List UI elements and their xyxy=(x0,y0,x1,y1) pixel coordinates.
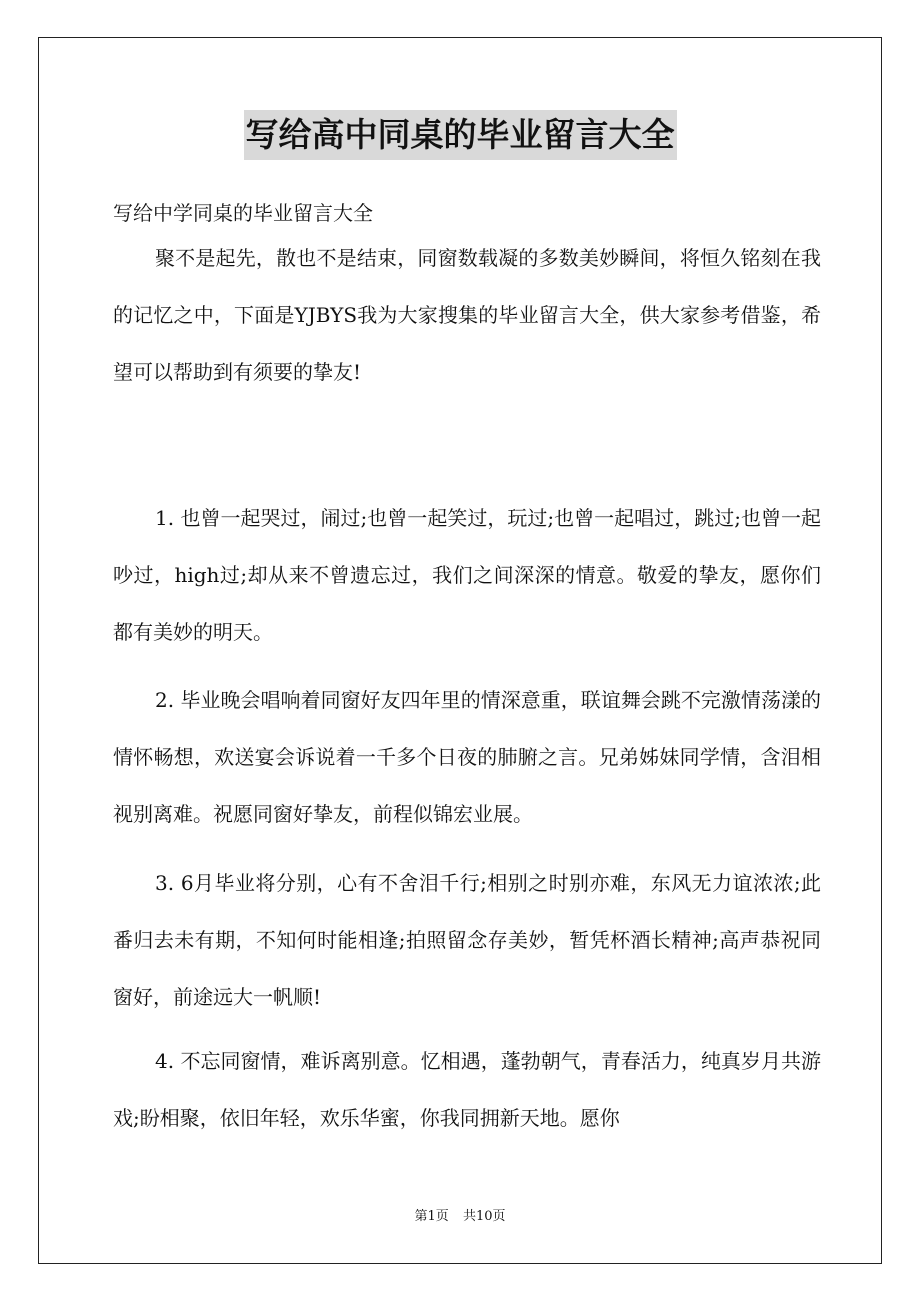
page-total: 共10页 xyxy=(462,1209,506,1224)
page-number: 第1页 xyxy=(414,1209,449,1224)
message-item-1: 1. 也曾一起哭过，闹过;也曾一起笑过，玩过;也曾一起唱过，跳过;也曾一起吵过，high过;却从来不曾遗忘过，我们之间深深的情意。敬爱的挚友，愿你们都有美妙的明天。 xyxy=(113,506,821,644)
document-title: 写给高中同桌的毕业留言大全 xyxy=(244,110,677,160)
intro-paragraph: 聚不是起先，散也不是结束，同窗数载凝的多数美妙瞬间，将恒久铭刻在我的记忆之中，下面是YJBYS我为大家搜集的毕业留言大全，供大家参考借鉴，希望可以帮助到有须要的挚友! xyxy=(113,246,821,384)
title-container xyxy=(0,110,920,160)
message-item-3: 3. 6月毕业将分别，心有不舍泪千行;相别之时别亦难，东风无力谊浓浓;此番归去未有期，不知何时能相逢;拍照留念存美妙，暂凭杯酒长精神;高声恭祝同窗好，前途远大一帆顺! xyxy=(113,871,821,1009)
message-item-4: 4. 不忘同窗情，难诉离别意。忆相遇，蓬勃朝气，青春活力，纯真岁月共游戏;盼相聚，依旧年轻，欢乐华蜜，你我同拥新天地。愿你 xyxy=(113,1049,821,1130)
page-footer xyxy=(0,1205,920,1224)
message-item-2: 2. 毕业晚会唱响着同窗好友四年里的情深意重，联谊舞会跳不完激情荡漾的情怀畅想，欢送宴会诉说着一千多个日夜的肺腑之言。兄弟姊妹同学情，含泪相视别离难。祝愿同窗好挚友，前程似锦宏业展。 xyxy=(113,688,821,826)
document-subtitle: 写给中学同桌的毕业留言大全 xyxy=(113,201,373,225)
